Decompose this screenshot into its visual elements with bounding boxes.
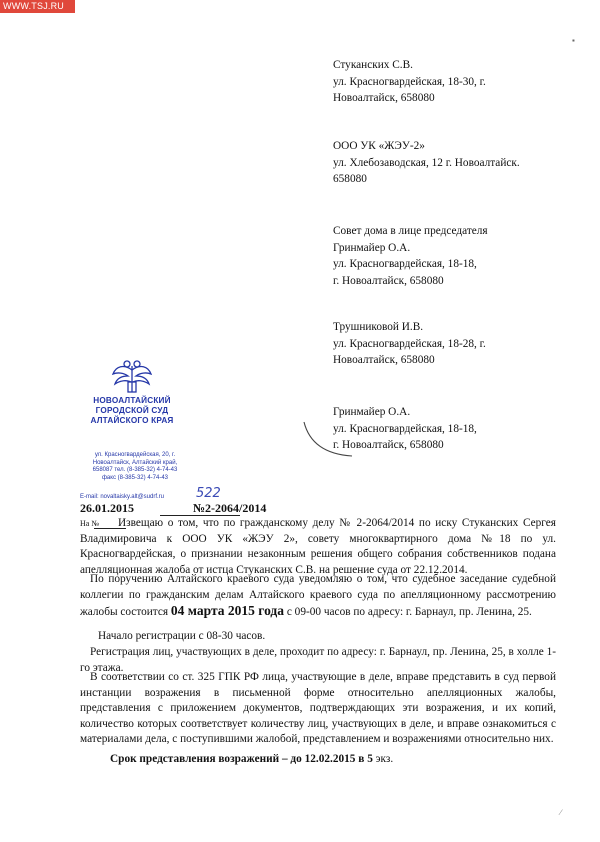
hearing-date: 04 марта 2015 года (170, 603, 285, 618)
document-number: №2-2064/2014 (193, 501, 267, 515)
recipient-line: Новоалтайск, 658080 (333, 92, 435, 104)
deadline-copies: экз. (375, 753, 394, 765)
recipient-line: Гринмайер О.А. (333, 241, 411, 254)
court-stamp (80, 360, 180, 510)
recipient-line: ООО УК «ЖЭУ-2» (333, 140, 425, 152)
court-address: ул. Красногвардейская, 20, г. Новоалтайск, Алтайский край, 658087 тел. (8-385-32) 4-74-43 факс (8-385-32) 4-74-43 (92, 452, 178, 481)
recipient-line: ул. Красногвардейская, 18-18, (333, 422, 477, 435)
recipient-block-5 (333, 404, 583, 454)
recipient-line: Стуканских С.В. (333, 59, 413, 71)
handwritten-number: 522 (196, 486, 221, 501)
recipient-block-4 (333, 319, 583, 369)
coat-of-arms-icon (110, 360, 154, 396)
text-run: с 09-00 часов по адресу: г. Барнаул, пр. Ленина, 25. (284, 606, 532, 618)
site-watermark: WWW.TSJ.RU (0, 0, 75, 13)
paragraph-registration-place: Регистрация лиц, участвующих в деле, проходит по адресу: г. Барнаул, пр. Ленина, 25, в холле 1-го этажа. (80, 646, 556, 674)
recipient-block-3 (333, 223, 583, 289)
recipient-block-2 (333, 138, 583, 188)
paragraph-registration-start: Начало регистрации с 08-30 часов. (98, 630, 266, 642)
recipient-line: Трушниковой И.В. (333, 321, 424, 333)
deadline-line (110, 753, 393, 765)
court-email: E-mail: novaltaisky.alt@sudrf.ru (80, 494, 165, 500)
paragraph-hearing (80, 572, 556, 621)
recipient-line: 658080 (333, 173, 367, 185)
text-run: По поручению Алтайского краевого суда уведомляю о том, что судебное заседание судебной коллегии по гражданским делам Алтайского краевого суда по апелляционному рассмотрению жалобы состоится (80, 573, 556, 618)
deadline-text: Срок представления возражений – до 12.02.2015 в 5 (110, 753, 376, 765)
document-date: 26.01.2015 (80, 501, 134, 515)
recipient-line: Новоалтайск, 658080 (333, 354, 435, 366)
recipient-line: ул. Хлебозаводская, 12 г. Новоалтайск. (333, 156, 520, 169)
paragraph-objections: В соответствии со ст. 325 ГПК РФ лица, участвующие в деле, вправе представить в суд первой инстанции возражения в письменной форме относительно апелляционных жалобы, представления с приложением документов, подтверждающих эти возражения, и их копий, количество которых соответствует количеству лиц, участвующих в деле, и вправе ознакомиться с материалами дела, с поступившими жалобой, представлением и возражениями относительно них. (80, 671, 556, 745)
recipient-line: г. Новоалтайск, 658080 (333, 439, 444, 451)
recipient-block-1 (333, 57, 583, 107)
scan-speck: ⁄ (560, 808, 562, 817)
recipient-line: Совет дома в лице председателя (333, 225, 488, 237)
recipient-line: ул. Красногвардейская, 18-28, г. (333, 337, 486, 350)
pen-stroke-mark (300, 418, 360, 460)
paragraph-notice: Извещаю о том, что по гражданскому делу № 2-2064/2014 по иску Стуканских Сергея Владимировича к ООО УК «ЖЭУ 2», совету многоквартирного дома №18 по ул. Красногвардейская, о признании незаконным решения общего собрания собственников подана апелляционная жалоба от истца Стуканских С.В. на решение суда от 22.12.2014. (80, 517, 556, 576)
recipient-line: ул. Красногвардейская, 18-30, г. (333, 75, 486, 88)
recipient-line: Гринмайер О.А. (333, 406, 411, 418)
reference-number-label: На № (80, 519, 99, 528)
recipient-line: ул. Красногвардейская, 18-18, (333, 258, 477, 270)
recipient-line: г. Новоалтайск, 658080 (333, 274, 444, 287)
court-name: НОВОАЛТАЙСКИЙ ГОРОДСКОЙ СУД АЛТАЙСКОГО КРАЯ (90, 396, 174, 425)
scan-speck: ▪ (572, 36, 575, 45)
